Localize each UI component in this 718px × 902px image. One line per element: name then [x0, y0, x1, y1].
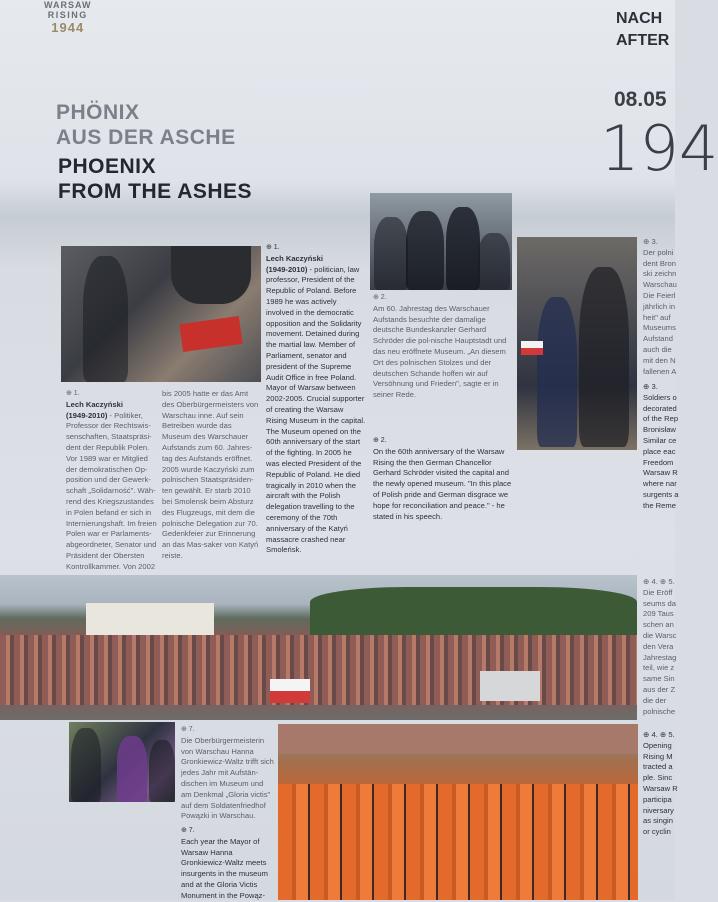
caption-7-english: ⊕ 7. Each year the Mayor of Warsaw Hanna Gronkiewicz-Waltz meets insurgents in the museum and at the Gloria Victis Monument in the Powąz-: [181, 827, 268, 900]
flag-ribbon: [179, 316, 242, 352]
date-label: 08.05: [614, 88, 667, 111]
photo-decoration-ceremony: [517, 237, 637, 450]
crowd: [0, 635, 637, 705]
person-figure: [374, 217, 408, 290]
caption-1-english: ⊕ 1. Lech Kaczyński (1949-2010) - politician, law professor, President of the Republic of Poland. Before 1989 he was actively involved in the democratic opposition and the Solidarity movement. Detained during the martial law. Member of Parliament, senator and president of the Supreme Audit Office in free Poland. Mayor of Warsaw between 2002-2005. Crucial supporter of creating the Warsaw Rising Museum in the capital. The Museum opened on the 60th anniversary of the start of the fighting. In 2005 he was elected President of the Republic of Poland. He died tragically in 2010 when the aircraft with the Polish delegation travelling to the ceremony of the 70th anniversary of the Katyń massacre crashed near Smoleńsk.: [266, 244, 366, 555]
person-figure: [537, 297, 577, 447]
caption-1-german: ⊕ 1. Lech Kaczyński (1949-2010) - Politiker, Professor der Rechtswis-senschaften, Staatspräsi-dent der Republik Polen. Vor 1989 war er Mitglied der demokratischen Op-position und der Gewerk-schaft „Solidarność". Wäh-rend des Kriegszustandes in Polen befand er sich in Internierungshaft. Im freien Polen war er Parlaments-abgeordneter, Senator und Präsident der Obersten Kontrollkammer. Von 2002: [66, 390, 157, 571]
photo-cyclists-orange: [278, 724, 638, 900]
buildings: [278, 724, 638, 754]
barrier: [480, 671, 540, 701]
warsaw-rising-logo: WARSAW RISING 1944: [44, 0, 92, 35]
caption-7-german: ⊕ 7. Die Oberbürgermeisterin von Warschau Hanna Gronkiewicz-Waltz trifft sich jedes Jahr mit Aufstän-dischen im Museum und am Denkmal „Gloria victis" auf dem Soldatenfriedhof Powązki in Warschau.: [181, 726, 274, 821]
year-label: 194: [600, 112, 718, 185]
person-figure: [71, 728, 101, 802]
photo-kaczynski-bell: [61, 246, 261, 382]
caption-2-german: ⊕ 2. Am 60. Jahrestag des Warschauer Aufstands besuchte der damalige deutsche Bundeskanzler Gerhard Schröder die pol-nische Hauptstadt und das neu eröffnete Museum. „An diesem Ort des polnischen Stolzes und der deutschen Schande hoffen wir auf Versöhnung und Frieden", sagte er in seiner Rede.: [373, 294, 507, 400]
person-figure: [117, 736, 147, 802]
trees: [310, 587, 637, 637]
person-figure: [579, 267, 629, 447]
section-heading: NACH AFTER: [616, 10, 670, 49]
caption-1-german-cont: bis 2005 hatte er das Amt des Oberbürgermeisters von Warschau inne. Auf sein Betreiben wurde das Museum des Warschauer Aufstands zum 60. Jahres-tag des Aufstands eröffnet. 2005 wurde Kaczyński zum polnischen Staatspräsiden-ten gewählt. Er starb 2010 bei Smolensk beim Absturz des Flugzeugs, mit dem die polnische Delegation zur 70. Gedenkfeier zur Erinnerung an das Mas-saker von Katyń reiste.: [162, 389, 259, 560]
person-figure: [406, 211, 444, 290]
caption-4-german: ⊕ 4. ⊕ 5. Die Eröff seums da 209 Taus schen an die Warsc den Vera Jahrestag teil, wie z same Sin aus der Z die der polnische: [643, 577, 677, 716]
person-figure: [478, 233, 510, 290]
title-german: PHÖNIX AUS DER ASCHE: [56, 101, 236, 149]
photo-mayor-insurgents: [69, 722, 175, 802]
person-figure: [149, 740, 175, 802]
polish-flag: [521, 341, 543, 355]
caption-3-english: ⊕ 3. Soldiers o decorated of the Rep Bronisław Similar ce place eac Freedom Warsaw R where nar surgents a the Reme: [643, 382, 679, 510]
caption-2-english: ⊕ 2. On the 60th anniversary of the Warsaw Rising the then German Chancellor Gerhard Schröder visited the capital and the newly opened museum. "In this place of Polish pride and German disgrace we hope for reconciliation and peace." - he stated in his speech.: [373, 437, 512, 521]
caption-3-german: ⊕ 3. Der polni dent Bron ski zeichn Warschau Die Feierl jährlich in heit" auf Museums Aufstand auch die mit den N fallenen A: [643, 237, 677, 376]
photo-crowd-square: [0, 575, 637, 720]
photo-schroeder-visit: [370, 193, 512, 290]
polish-flag: [270, 679, 310, 703]
caption-4-english: ⊕ 4. ⊕ 5. Opening Rising M tracted a ple. Sinc Warsaw R participa niversary as singin or cyclin: [643, 730, 678, 837]
person-figure: [83, 256, 128, 382]
person-figure: [446, 207, 480, 290]
bell-shape: [171, 246, 251, 304]
title-english: PHOENIX FROM THE ASHES: [58, 155, 253, 203]
building: [86, 603, 214, 635]
crowd-orange: [278, 784, 638, 900]
